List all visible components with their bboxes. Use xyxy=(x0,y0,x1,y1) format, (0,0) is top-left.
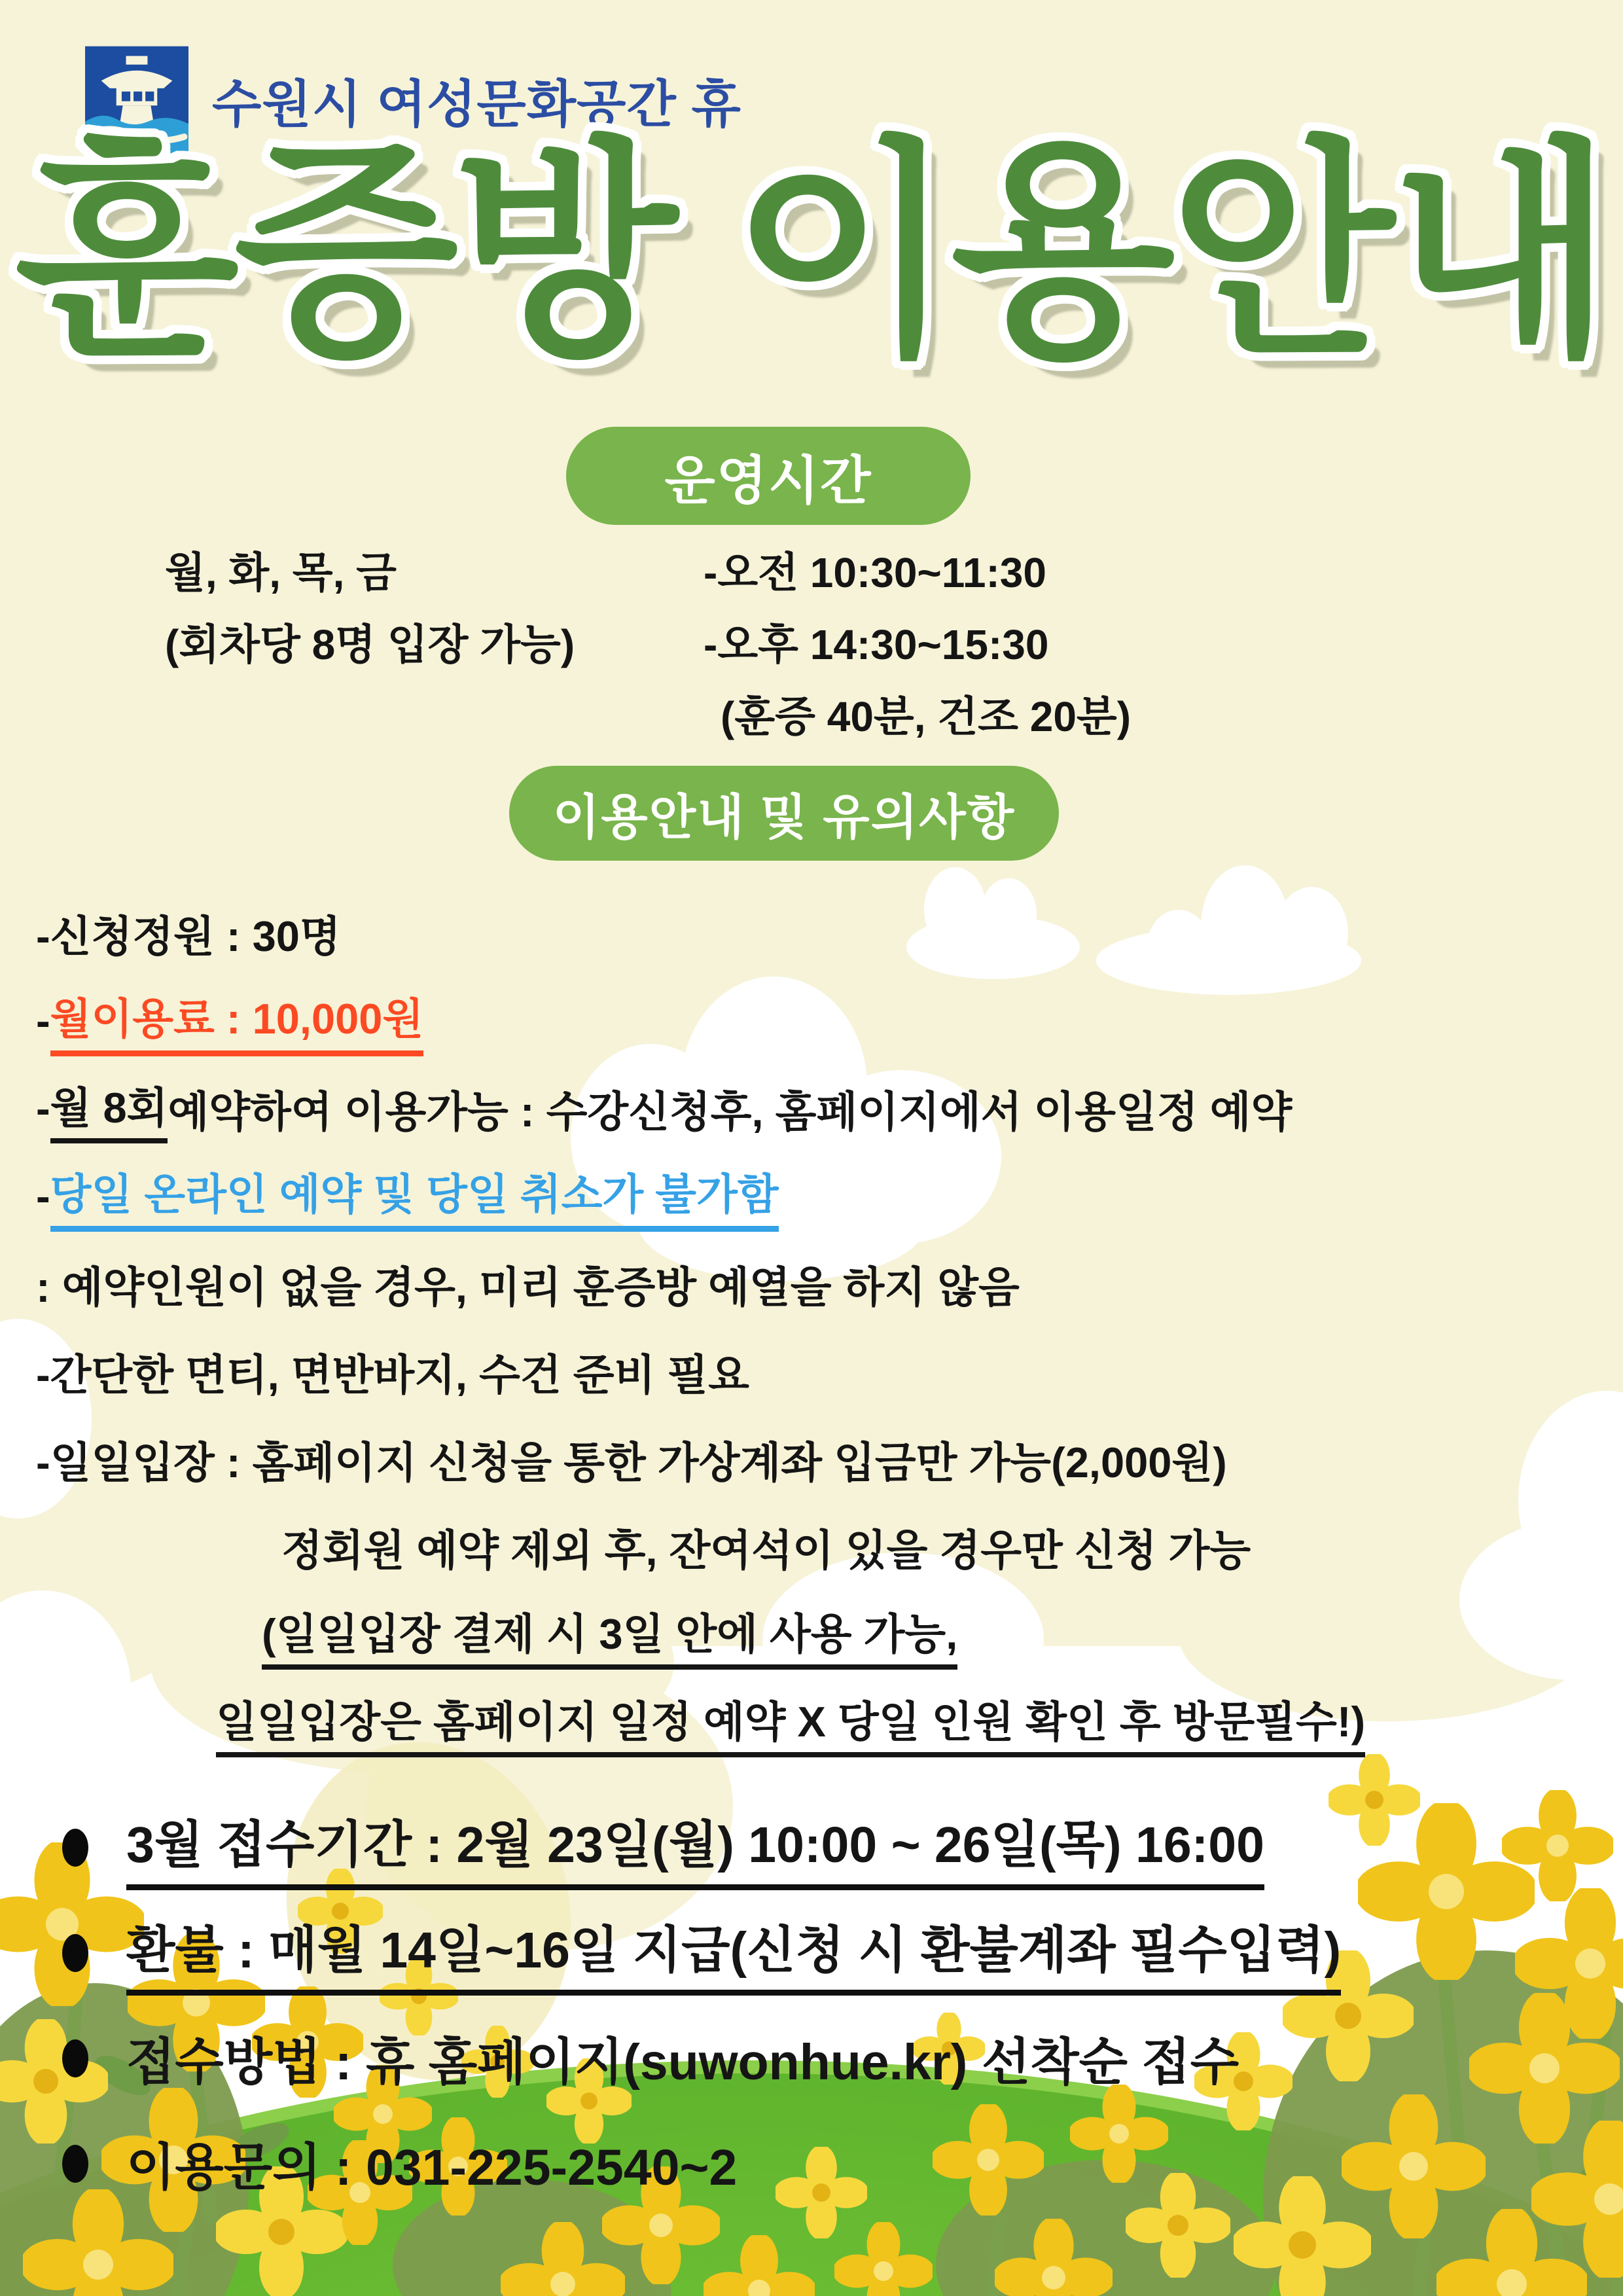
list-item xyxy=(62,2005,1600,2111)
dash: - xyxy=(36,1172,50,1220)
bullet-icon xyxy=(62,1934,88,1972)
hours-section-badge: 운영시간 xyxy=(566,427,971,525)
guide-line-monthly xyxy=(36,1064,1613,1152)
guide-monthly-rest: 예약하여 이용가능 : 수강신청후, 홈페이지에서 이용일정 예약 xyxy=(168,1088,1293,1136)
guide-line-capacity-text: -신청정원 : 30명 xyxy=(36,912,341,960)
hours-capacity: (회차당 8명 입장 가능) xyxy=(165,621,575,668)
hours-days: 월, 화, 목, 금 xyxy=(165,549,397,596)
list-item xyxy=(62,1900,1600,2005)
bullet-icon xyxy=(62,1829,88,1867)
poster-title: 훈증방 이용안내 xyxy=(14,123,1609,382)
guide-line-sameday xyxy=(36,1152,1613,1240)
guide-line-items xyxy=(36,1327,1613,1415)
list-item xyxy=(62,2111,1600,2216)
flower-icon xyxy=(1436,2209,1587,2296)
guide-line-preheat xyxy=(36,1240,1613,1327)
guide-line-fee xyxy=(36,977,1613,1064)
hours-duration: (훈증 40분, 건조 20분) xyxy=(721,693,1132,740)
guide-line-capacity xyxy=(36,889,1613,977)
guide-line-daypass2 xyxy=(36,1503,1613,1590)
hours-afternoon: -오후 14:30~15:30 xyxy=(704,621,1049,668)
guide-daypass3-underline: (일일입장 결제 시 3일 안에 사용 가능, xyxy=(262,1600,957,1670)
hours-morning: -오전 10:30~11:30 xyxy=(704,549,1046,596)
notice-list xyxy=(62,1795,1600,2216)
guide-daypass2-text: 정회원 예약 제외 후, 잔여석이 있을 경우만 신청 가능 xyxy=(281,1526,1251,1574)
guide-line-daypass4 xyxy=(36,1678,1613,1766)
notice-text: 이용문의 : 031-225-2540~2 xyxy=(126,2140,738,2196)
guide-daypass4-underline: 일일입장은 홈페이지 일정 예약 X 당일 인원 확인 후 방문필수!) xyxy=(216,1687,1365,1757)
notice-text: 접수방법 : 휴 홈페이지(suwonhue.kr) 선착순 접수 xyxy=(126,2034,1240,2090)
guide-daypass-text: -일일입장 : 홈페이지 신청을 통한 가상계좌 입금만 가능(2,000원) xyxy=(36,1439,1227,1486)
bullet-icon xyxy=(62,2039,88,2077)
brand-name: 수원시 여성문화공간 휴 xyxy=(212,75,741,133)
guide-line-daypass xyxy=(36,1415,1613,1503)
dash: - xyxy=(36,1084,50,1132)
guide-items-text: -간단한 면티, 면반바지, 수건 준비 필요 xyxy=(36,1351,749,1399)
guide-line-daypass3 xyxy=(36,1590,1613,1678)
bullet-icon xyxy=(62,2145,88,2183)
hours-times-column xyxy=(704,537,1131,753)
flower-icon xyxy=(834,2222,933,2296)
guide-monthly-emphasis: 월 8회 xyxy=(50,1073,168,1143)
notice-text: 3월 접수기간 : 2월 23일(월) 10:00 ~ 26일(목) 16:00 xyxy=(126,1804,1264,1890)
flower-icon xyxy=(501,2222,625,2296)
dash: - xyxy=(36,996,50,1045)
guide-section xyxy=(36,889,1613,1766)
guide-section-badge: 이용안내 및 유의사항 xyxy=(509,766,1059,861)
flower-icon xyxy=(995,2219,1113,2296)
flower-icon xyxy=(704,2235,815,2296)
guide-sameday-highlight: 당일 온라인 예약 및 당일 취소가 불가함 xyxy=(50,1160,779,1232)
list-item xyxy=(62,1795,1600,1900)
guide-fee-highlight: 월이용료 : 10,000원 xyxy=(50,984,424,1056)
guide-preheat-text: : 예약인원이 없을 경우, 미리 훈증방 예열을 하지 않음 xyxy=(36,1263,1020,1311)
hours-days-column xyxy=(165,537,575,681)
notice-text: 환불 : 매월 14일~16일 지급(신청 시 환불계좌 필수입력) xyxy=(126,1910,1341,1996)
